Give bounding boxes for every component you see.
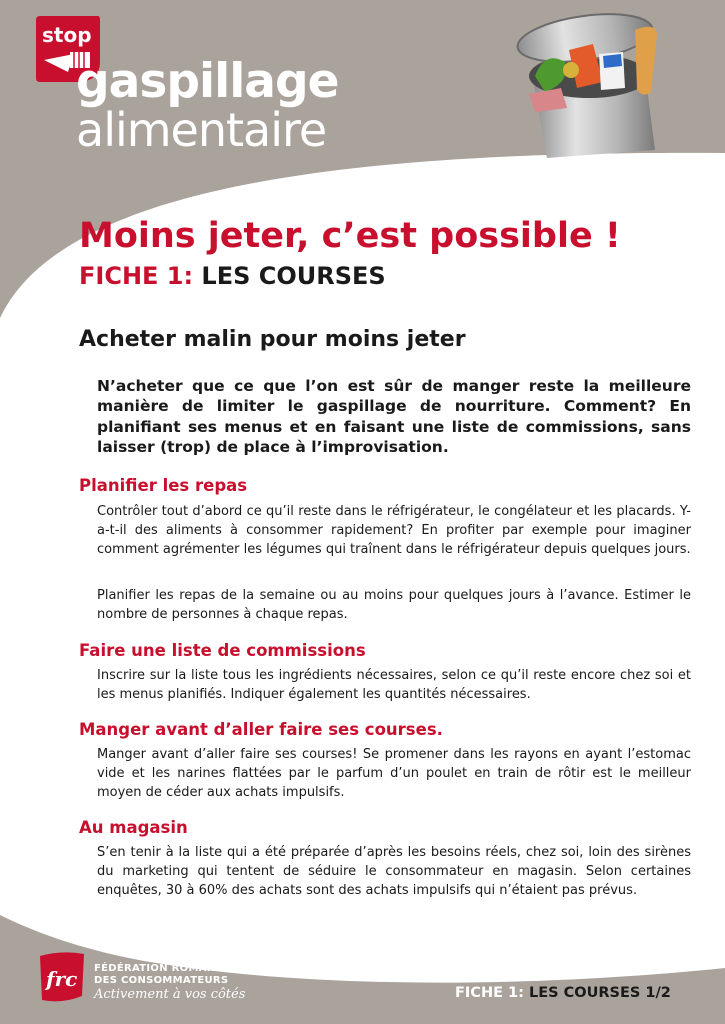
liste-paragraph: Inscrire sur la liste tous les ingrédients nécessaires, selon ce qu’il reste encore chez soi et les menus planifiés. Indiquer également les quantités nécessaires. — [97, 668, 691, 702]
logo-badge-text: stop — [42, 23, 92, 47]
page-title: Moins jeter, c’est possible ! — [79, 216, 621, 256]
footer-fiche-page: LES COURSES 1/2 — [523, 985, 671, 1001]
magasin-paragraph: S’en tenir à la liste qui a été préparée d’après les besoins réels, chez soi, loin des sirènes du marketing qui tentent de séduire le consommateur en magasin. Selon certaines enquêtes, 30 à 60% des achats sont des achats impulsifs qui n’étaient pas prévus. — [97, 845, 691, 898]
heading-manger-avant: Manger avant d’aller faire ses courses. — [79, 720, 443, 739]
frc-org-line2: DES CONSOMMATEURS — [94, 975, 229, 986]
fiche-number: FICHE 1: — [79, 262, 194, 290]
fiche-subtitle — [79, 262, 386, 291]
frc-mark-text: frc — [46, 967, 78, 991]
planifier-paragraph-1: Contrôler tout d’abord ce qu’il reste dans le réfrigérateur, le congélateur et les placards. Y-a-t-il des aliments à consommer rapidement? En profiter par exemple pour imaginer comment agrémenter les légumes qui traînent dans le réfrigérateur depuis quelques jours. — [97, 504, 691, 557]
trash-can-food-illustration — [505, 10, 675, 160]
footer-fiche-number: FICHE 1: — [455, 985, 524, 1001]
planifier-paragraph-2: Planifier les repas de la semaine ou au moins pour quelques jours à l’avance. Estimer le nombre de personnes à chaque repas. — [97, 588, 691, 622]
section-title: Acheter malin pour moins jeter — [79, 327, 466, 352]
logo-word-gaspillage: gaspillage — [76, 54, 339, 109]
page-footer-label — [455, 985, 671, 1002]
intro-paragraph: N’acheter que ce que l’on est sûr de manger reste la meilleure manière de limiter le gaspillage de nourriture. Comment? En planifiant ses menus et en faisant une liste de commissions, sans laisser (trop) de place à l’improvisation. — [97, 377, 691, 457]
frc-logo — [36, 950, 88, 1006]
fiche-topic: LES COURSES — [193, 262, 386, 290]
frc-org-line1: FÉDÉRATION ROMANDE — [94, 963, 232, 974]
frc-tagline: Activement à vos côtés — [94, 987, 246, 1002]
logo-word-alimentaire: alimentaire — [76, 103, 327, 157]
manger-paragraph: Manger avant d’aller faire ses courses! Se promener dans les rayons en ayant l’estomac vide et les narines flattées par le parfum d’un poulet en train de rôtir est le meilleur moyen de céder aux achats impulsifs. — [97, 747, 691, 800]
heading-planifier-les-repas: Planifier les repas — [79, 476, 248, 495]
heading-au-magasin: Au magasin — [79, 818, 188, 837]
heading-liste-de-commissions: Faire une liste de commissions — [79, 641, 366, 660]
